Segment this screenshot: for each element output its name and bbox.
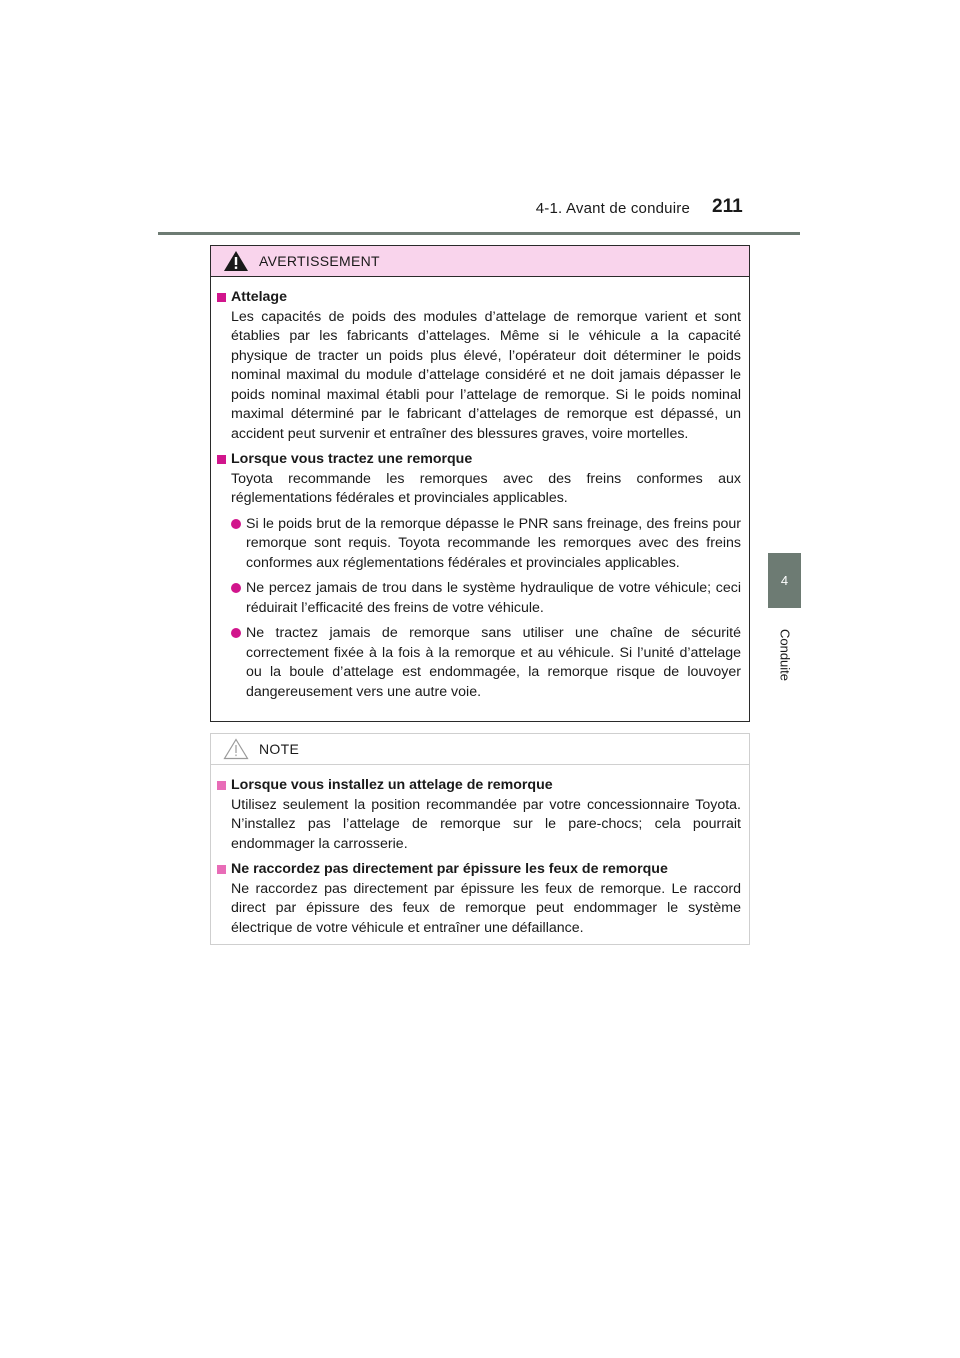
square-bullet-icon — [217, 293, 226, 302]
warning-body — [211, 277, 749, 702]
section-title — [217, 450, 741, 470]
list-item — [217, 579, 741, 618]
page-number: 211 — [712, 196, 743, 217]
note-title: NOTE — [259, 741, 300, 757]
warning-title: AVERTISSEMENT — [259, 253, 380, 269]
note-header — [211, 734, 749, 765]
round-bullet-icon — [231, 583, 241, 593]
caution-triangle-outline-icon — [223, 738, 249, 760]
section-title — [217, 776, 741, 796]
list-item — [217, 515, 741, 574]
section-paragraph: Les capacités de poids des modules d’attelage de remorque varient et sont établies par les fabricants d’attelages. Même si le véhicule a la capacité physique de tracter un poids plus élevé, l’opérateur doit déterminer le poids nominal maximal du module d’attelage considéré et ne doit jamais dépasser le poids nominal maximal établi pour l’attelage de remorque. Si le poids nominal maximal déterminé par le fabricant d’attelages de remorque est dépassé, un accident peut survenir et entraîner des blessures graves, voire mortelles. — [231, 308, 741, 442]
header-rule — [158, 232, 800, 235]
warning-section-remorque — [217, 450, 741, 702]
section-title-text: Ne raccordez pas directement par épissure les feux de remorque — [231, 861, 668, 877]
warning-triangle-icon — [223, 250, 249, 272]
list-item — [217, 624, 741, 702]
list-item-text: Ne percez jamais de trou dans le système hydraulique de votre véhicule; ceci réduirait l’efficacité des freins de votre véhicule. — [246, 580, 741, 616]
section-paragraph: Ne raccordez pas directement par épissure les feux de remorque. Le raccord direct par épissure des feux de remorque peut endommager le système électrique de votre véhicule et entraîner une défaillance. — [231, 880, 741, 936]
chapter-tab: 4 — [768, 553, 801, 608]
section-title — [217, 860, 741, 880]
list-item-text: Si le poids brut de la remorque dépasse le PNR sans freinage, des freins pour remorque sont requis. Toyota recommande les remorques avec des freins conformes aux réglementations fédérales et provinciales applicables. — [246, 515, 741, 571]
warning-box — [210, 245, 750, 722]
chapter-label-text: Conduite — [777, 628, 792, 682]
section-paragraph: Toyota recommande les remorques avec des freins conformes aux réglementations fédérales et provinciales applicables. — [231, 470, 741, 506]
section-header: 4-1. Avant de conduire — [535, 200, 690, 217]
round-bullet-icon — [231, 519, 241, 529]
section-paragraph: Utilisez seulement la position recommandée par votre concessionnaire Toyota. N’installez pas l’attelage de remorque sur le pare-chocs; cela pourrait endommager la carrosserie. — [231, 796, 741, 852]
section-title-text: Lorsque vous installez un attelage de remorque — [231, 777, 553, 793]
note-section-feux — [217, 860, 741, 938]
note-box — [210, 733, 750, 945]
section-title — [217, 288, 741, 308]
square-bullet-icon — [217, 865, 226, 874]
square-bullet-icon — [217, 781, 226, 790]
chapter-label — [768, 620, 801, 690]
section-title-text: Attelage — [231, 289, 287, 305]
note-section-installation — [217, 776, 741, 854]
section-title-text: Lorsque vous tractez une remorque — [231, 451, 473, 467]
warning-section-attelage — [217, 288, 741, 444]
round-bullet-icon — [231, 628, 241, 638]
square-bullet-icon — [217, 455, 226, 464]
note-body — [211, 765, 749, 938]
warning-header — [211, 246, 749, 277]
list-item-text: Ne tractez jamais de remorque sans utiliser une chaîne de sécurité correctement fixée à la fois à la remorque et au véhicule. Si l’unité d’attelage ou la boule d’attelage est endommagée, la remorque risque de louvoyer dangereusement vers une autre voie. — [246, 625, 741, 700]
